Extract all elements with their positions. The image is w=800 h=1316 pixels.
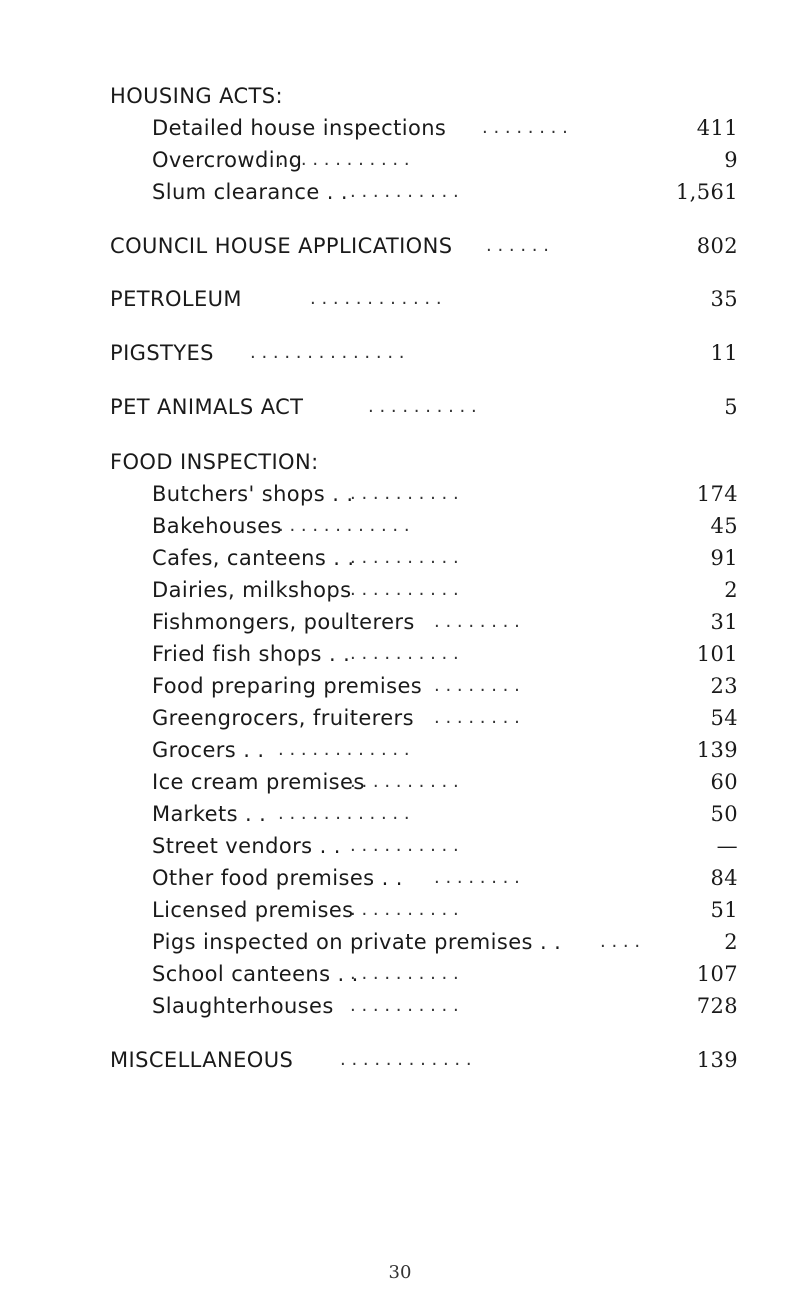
- leader-dots: . . . . . . . . . .: [350, 963, 459, 984]
- item-value: 50: [710, 802, 738, 826]
- item-value: 5: [724, 395, 738, 419]
- item-value: 51: [710, 898, 738, 922]
- item-value: 101: [696, 642, 738, 666]
- item-label: PET ANIMALS ACT: [110, 395, 304, 419]
- item-value: 84: [710, 866, 738, 890]
- item-value: 31: [710, 610, 738, 634]
- list-item: [152, 478, 738, 510]
- item-value: 45: [710, 514, 738, 538]
- item-label: Markets . .: [152, 802, 267, 826]
- list-item: [152, 734, 738, 766]
- council-house-applications-row: [110, 230, 738, 262]
- item-value: 11: [710, 341, 738, 365]
- leader-dots: . . . . . . . .: [434, 611, 520, 632]
- item-value: 23: [710, 674, 738, 698]
- pet-animals-act-row: [110, 391, 738, 423]
- item-label: Bakehouses: [152, 514, 282, 538]
- item-value: 1,561: [675, 180, 738, 204]
- leader-dots: . . . . . . . . . .: [350, 771, 459, 792]
- item-value: 2: [724, 578, 738, 602]
- item-label: Food preparing premises: [152, 674, 423, 698]
- item-label: Slaughterhouses: [152, 994, 334, 1018]
- item-value: 174: [696, 482, 738, 506]
- item-label: Ice cream premises: [152, 770, 365, 794]
- leader-dots: . . . . . . . . . . . .: [278, 739, 410, 760]
- leader-dots: . . . . . . . . . .: [350, 899, 459, 920]
- list-item: [152, 638, 738, 670]
- item-label: Cafes, canteens . .: [152, 546, 355, 570]
- item-value: 9: [724, 148, 738, 172]
- list-item: [152, 112, 738, 144]
- item-value: 728: [696, 994, 738, 1018]
- item-value: 54: [710, 706, 738, 730]
- item-value: 35: [710, 287, 738, 311]
- list-item: [152, 798, 738, 830]
- item-value: 91: [710, 546, 738, 570]
- leader-dots: . . . . . . . .: [434, 867, 520, 888]
- list-item: [152, 606, 738, 638]
- list-item: [152, 176, 738, 208]
- miscellaneous-row: [110, 1044, 738, 1076]
- item-label: PIGSTYES: [110, 341, 214, 365]
- list-item: [152, 510, 738, 542]
- leader-dots: . . . . . . . . . .: [350, 579, 459, 600]
- section-heading: FOOD INSPECTION:: [110, 450, 319, 474]
- leader-dots: . . . . . . . . . . . .: [278, 515, 410, 536]
- list-item: [152, 702, 738, 734]
- item-label: Butchers' shops . .: [152, 482, 354, 506]
- item-label: Fried fish shops . .: [152, 642, 351, 666]
- leader-dots: . . . . . . . . . . . .: [340, 1049, 472, 1070]
- housing-acts-heading: [110, 80, 738, 112]
- item-label: Slum clearance . .: [152, 180, 348, 204]
- item-label: Street vendors . .: [152, 834, 341, 858]
- list-item: [152, 574, 738, 606]
- list-item: [152, 990, 738, 1022]
- item-label: MISCELLANEOUS: [110, 1048, 294, 1072]
- item-value: 802: [696, 234, 738, 258]
- leader-dots: . . . . . . . . . .: [368, 396, 477, 417]
- list-item: [152, 830, 738, 862]
- item-label: School canteens . .: [152, 962, 359, 986]
- food-inspection-heading: [110, 446, 738, 478]
- item-value: 411: [696, 116, 738, 140]
- leader-dots: . . . . . . . .: [434, 675, 520, 696]
- page-number: 30: [388, 1262, 412, 1283]
- item-value: 107: [696, 962, 738, 986]
- leader-dots: . . . . . . . . . .: [350, 643, 459, 664]
- leader-dots: . . . . . . . . . .: [350, 995, 459, 1016]
- item-value: 60: [710, 770, 738, 794]
- item-label: Licensed premises: [152, 898, 354, 922]
- list-item: [152, 926, 738, 958]
- leader-dots: . . . . . . . . . .: [350, 835, 459, 856]
- item-value: 2: [724, 930, 738, 954]
- section-heading: HOUSING ACTS:: [110, 84, 283, 108]
- petroleum-row: [110, 283, 738, 315]
- item-label: Greengrocers, fruiterers: [152, 706, 414, 730]
- leader-dots: . . . . . . . .: [434, 707, 520, 728]
- list-item: [152, 958, 738, 990]
- item-value: 139: [696, 1048, 738, 1072]
- list-item: [152, 766, 738, 798]
- leader-dots: . . . . . . . . . . . .: [278, 803, 410, 824]
- leader-dots: . . . . . . . .: [482, 117, 568, 138]
- item-label: COUNCIL HOUSE APPLICATIONS: [110, 234, 453, 258]
- leader-dots: . . . .: [600, 931, 641, 952]
- leader-dots: . . . . . . . . . .: [350, 181, 459, 202]
- item-label: Fishmongers, poulterers: [152, 610, 415, 634]
- list-item: [152, 670, 738, 702]
- leader-dots: . . . . . . . . . . . . . .: [250, 342, 405, 363]
- list-item: [152, 894, 738, 926]
- list-item: [152, 144, 738, 176]
- item-label: Dairies, milkshops: [152, 578, 352, 602]
- list-item: [152, 862, 738, 894]
- leader-dots: . . . . . . . . . .: [350, 483, 459, 504]
- pigstyes-row: [110, 337, 738, 369]
- item-label: PETROLEUM: [110, 287, 242, 311]
- item-label: Other food premises . .: [152, 866, 403, 890]
- item-value: —: [716, 834, 738, 858]
- item-value: 139: [696, 738, 738, 762]
- list-item: [152, 542, 738, 574]
- leader-dots: . . . . . . . . . . . .: [310, 288, 442, 309]
- item-label: Overcrowding: [152, 148, 303, 172]
- leader-dots: . . . . . . . . . .: [350, 547, 459, 568]
- item-label: Pigs inspected on private premises . .: [152, 930, 562, 954]
- leader-dots: . . . . . . . . . . . .: [278, 149, 410, 170]
- item-label: Detailed house inspections: [152, 116, 447, 140]
- item-label: Grocers . .: [152, 738, 265, 762]
- leader-dots: . . . . . .: [486, 235, 549, 256]
